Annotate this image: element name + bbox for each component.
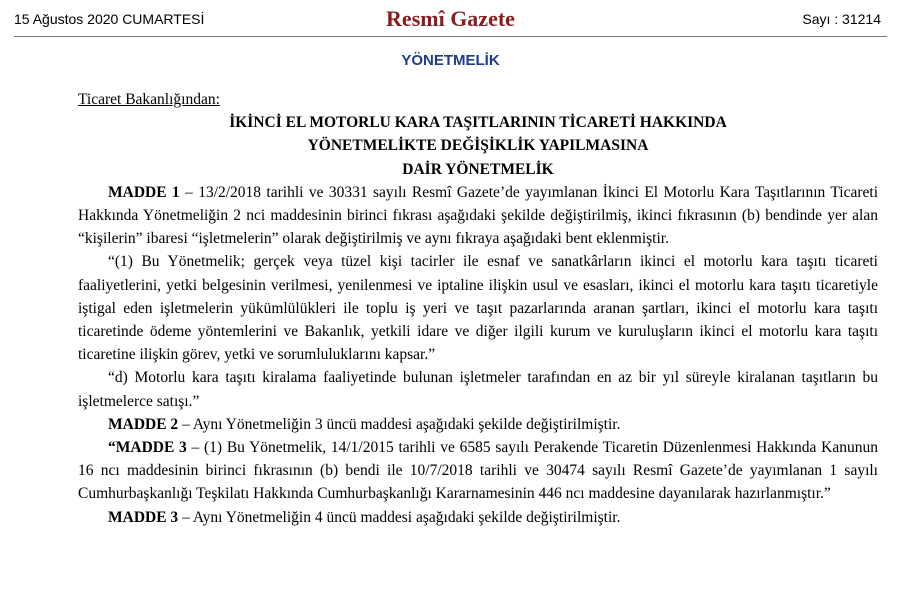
regulation-title-line-3: DAİR YÖNETMELİK — [402, 160, 554, 178]
article-text: – (1) Bu Yönetmelik, 14/1/2015 tarihli ve 6585 sayılı Perakende Ticaretin Düzenlenmesi Hakkında Kanunun 16 ncı maddesinin birinci fıkrasının (b) bendi ile 10/7/2018 tarihli ve 30474 sayılı Resmî Gazete’de yayımlanan 1 sayılı Cumhurbaşkanlığı Teşkilatı Hakkında Cumhurbaşkanlığı Kararnamesinin 446 ncı maddesine dayanılarak hazırlanmıştır.” — [78, 439, 878, 503]
article-label: MADDE 3 — [108, 508, 179, 526]
ministry-name: Ticaret Bakanlığından: — [78, 91, 220, 108]
article-1-paragraph — [78, 181, 878, 251]
regulation-title-line-1: İKİNCİ EL MOTORLU KARA TAŞITLARININ TİCARETİ HAKKINDA — [229, 114, 727, 132]
article-label: “MADDE 3 — [108, 439, 187, 457]
section-title: YÖNETMELİK — [401, 52, 500, 69]
regulation-body — [78, 88, 878, 529]
issue-number: Sayı : 31214 — [802, 11, 881, 27]
article-text: “(1) Bu Yönetmelik; gerçek veya tüzel kişi tacirler ile esnaf ve sanatkârların ikinci el motorlu kara taşıtı ticareti faaliyetlerini, yetki belgesinin verilmesi, yenilenmesi ve iptaline ilişkin usul ve esasları, ikinci el motorlu kara taşıtı ticaretiyle iştigal eden işletmelerin yükümlülükleri ile toplu iş yeri ve taşıt pazarlarında aranan şartları, ikinci el motorlu kara taşıtı ticaretinde ödeme yöntemlerini ve Bakanlık, yetkili idare ve diğer ilgili kurum ve kuruluşların ikinci el motorlu kara taşıtı ticaretine ilişkin görev, yetki ve sorumluluklarını kapsar.” — [78, 253, 878, 364]
article-text: – 13/2/2018 tarihli ve 30331 sayılı Resmî Gazete’de yayımlanan İkinci El Motorlu Kara Taşıtlarının Ticareti Hakkında Yönetmeliğin 2 nci maddesinin birinci fıkrası aşağıdaki şekilde değiştirilmiş, ikinci fıkrasının (b) bendinde yer alan “kişilerin” ibaresi “işletmelerin” olarak değiştirilmiş ve aynı fıkraya aşağıdaki bent eklenmiştir. — [78, 183, 878, 248]
article-label: MADDE 2 — [108, 415, 179, 433]
gazette-header — [14, 6, 887, 37]
article-label: MADDE 1 — [108, 183, 180, 201]
amended-clause-1-paragraph — [78, 250, 878, 366]
article-3-paragraph — [78, 506, 878, 529]
gazette-title: Resmî Gazete — [386, 6, 515, 31]
article-2-paragraph — [78, 413, 878, 436]
regulation-title-line-2: YÖNETMELİKTE DEĞİŞİKLİK YAPILMASINA — [307, 137, 649, 155]
article-text: “d) Motorlu kara taşıtı kiralama faaliyetinde bulunan işletmeler tarafından en az bir yıl süreyle kiralanan taşıtların bu işletmelerce satışı.” — [78, 369, 878, 410]
amended-article-3-paragraph — [78, 436, 878, 506]
added-clause-d-paragraph — [78, 366, 878, 412]
article-text: – Aynı Yönetmeliğin 4 üncü maddesi aşağıdaki şekilde değiştirilmiştir. — [178, 508, 621, 526]
article-text: – Aynı Yönetmeliğin 3 üncü maddesi aşağıdaki şekilde değiştirilmiştir. — [178, 415, 621, 433]
issue-date: 15 Ağustos 2020 CUMARTESİ — [14, 11, 205, 27]
